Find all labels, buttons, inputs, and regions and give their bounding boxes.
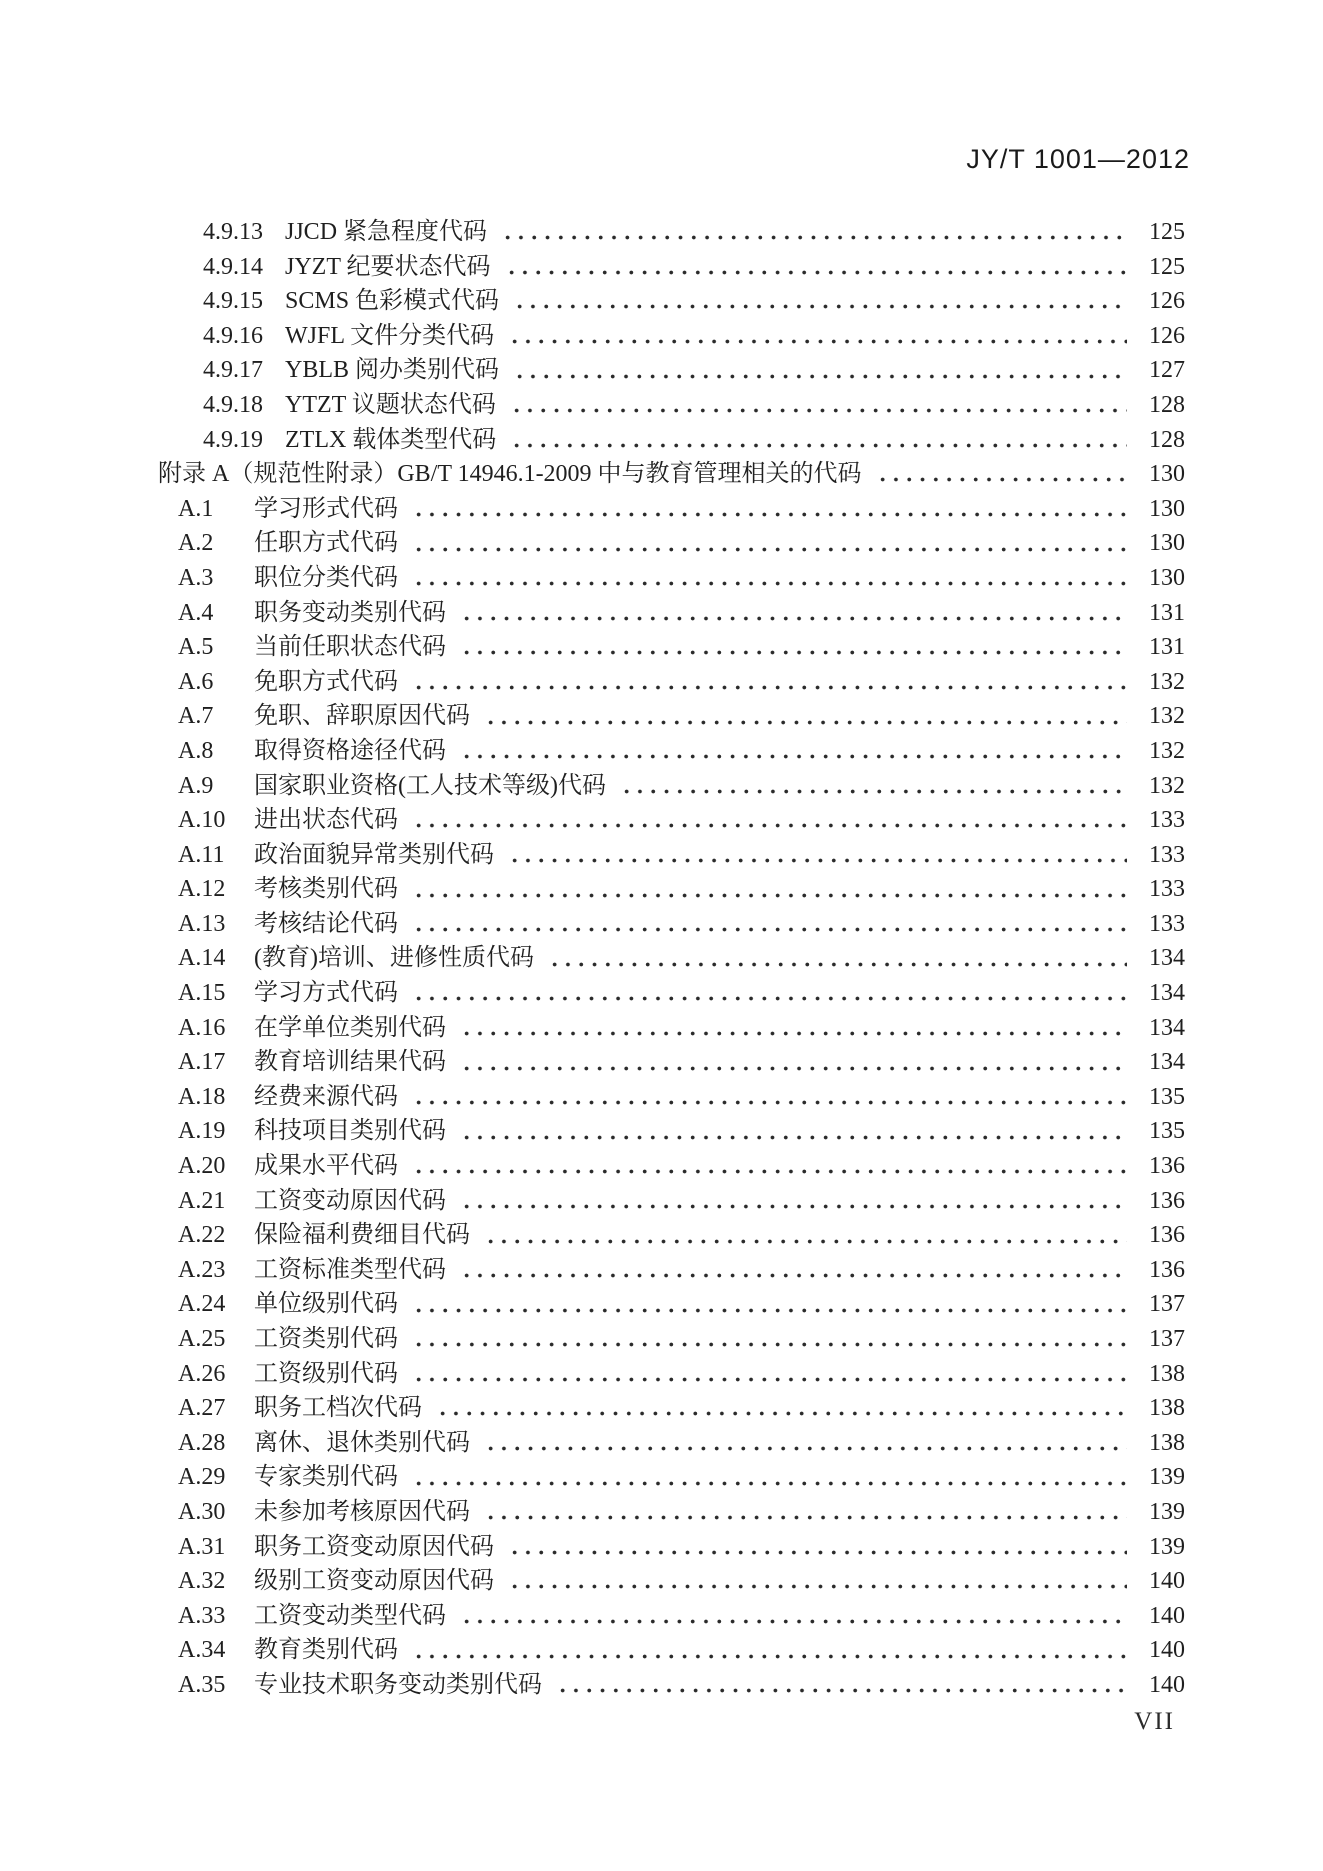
dotted-leader	[456, 734, 1127, 769]
toc-entry-title: 成果水平代码	[254, 1153, 398, 1180]
dotted-leader	[408, 1460, 1127, 1495]
dotted-leader	[456, 1011, 1127, 1046]
toc-entry-page: 125	[1149, 219, 1185, 245]
toc-entry-page: 135	[1149, 1118, 1185, 1145]
toc-entry	[0, 838, 1185, 873]
toc-entry-page: 139	[1149, 1498, 1185, 1525]
toc-entry	[0, 215, 1185, 250]
toc-entry	[0, 1253, 1185, 1288]
dotted-leader	[408, 1080, 1127, 1115]
toc-entry-page: 132	[1149, 668, 1185, 695]
toc-entry	[0, 941, 1185, 976]
toc-entry-page: 133	[1149, 910, 1185, 937]
dotted-leader	[408, 872, 1127, 907]
toc-entry	[0, 1011, 1185, 1046]
toc-entry-number: A.6	[178, 668, 214, 695]
toc-entry-title: 经费来源代码	[254, 1083, 398, 1110]
toc-entry-page: 139	[1149, 1464, 1185, 1491]
toc-entry-title: JYZT 纪要状态代码	[285, 253, 491, 280]
toc-entry-number: A.4	[178, 599, 214, 626]
toc-entry-page: 138	[1149, 1429, 1185, 1456]
toc-entry-number: 4.9.18	[203, 391, 263, 418]
toc-entry-page: 136	[1149, 1187, 1185, 1214]
toc-entry-number: A.7	[178, 703, 214, 730]
toc-entry-number: A.22	[178, 1222, 226, 1249]
toc-entry-number: A.13	[178, 910, 226, 937]
dotted-leader	[552, 1668, 1127, 1703]
toc-entry-page: 133	[1149, 876, 1185, 903]
toc-entry	[0, 1391, 1185, 1426]
toc-entry-number: 4.9.14	[203, 253, 263, 280]
toc-entry-title: 学习方式代码	[254, 980, 398, 1007]
toc-entry-page: 132	[1149, 772, 1185, 799]
dotted-leader	[509, 284, 1127, 319]
toc-entry-page: 131	[1149, 634, 1185, 661]
dotted-leader	[408, 803, 1127, 838]
toc-entry-page: 130	[1149, 564, 1185, 591]
dotted-leader	[872, 457, 1127, 492]
toc-entry-page: 140	[1149, 1637, 1185, 1664]
toc-entry-title: YTZT 议题状态代码	[285, 391, 496, 418]
toc-entry-page: 127	[1149, 357, 1185, 384]
toc-entry-page: 132	[1149, 703, 1185, 730]
toc-entry-title: 工资变动类型代码	[254, 1602, 446, 1629]
toc-entry	[0, 1530, 1185, 1565]
toc-entry-title: 职务变动类别代码	[254, 599, 446, 626]
dotted-leader	[480, 1218, 1127, 1253]
toc-entry-number: 4.9.15	[203, 288, 263, 315]
toc-entry-title: 职务工档次代码	[254, 1395, 422, 1422]
dotted-leader	[456, 1045, 1127, 1080]
toc-entry	[0, 1184, 1185, 1219]
toc-entry	[0, 596, 1185, 631]
dotted-leader	[408, 1322, 1127, 1357]
toc-entry-number: A.25	[178, 1326, 226, 1352]
toc-entry-title: 任职方式代码	[254, 530, 398, 557]
dotted-leader	[408, 907, 1127, 942]
standard-number-header: JY/T 1001—2012	[966, 144, 1190, 174]
toc-entry-page: 136	[1149, 1222, 1185, 1249]
dotted-leader	[456, 1184, 1127, 1219]
toc-entry-page: 136	[1149, 1256, 1185, 1283]
toc-entry-number: A.11	[178, 841, 225, 868]
dotted-leader	[504, 1530, 1127, 1565]
toc-entry-title: 教育培训结果代码	[254, 1049, 446, 1076]
toc-entry-page: 130	[1149, 530, 1185, 557]
dotted-leader	[456, 630, 1127, 665]
table-of-contents	[0, 215, 1185, 1703]
toc-entry	[0, 1357, 1185, 1392]
toc-entry-number: A.29	[178, 1464, 226, 1491]
dotted-leader	[408, 1149, 1127, 1184]
dotted-leader	[408, 1287, 1127, 1322]
toc-entry	[0, 388, 1185, 423]
toc-entry	[0, 284, 1185, 319]
toc-entry	[0, 1460, 1185, 1495]
toc-entry	[0, 526, 1185, 561]
toc-entry	[0, 1114, 1185, 1149]
toc-entry-number: A.21	[178, 1187, 226, 1214]
toc-entry-number: 4.9.19	[203, 426, 263, 453]
toc-entry	[0, 1564, 1185, 1599]
toc-entry-number: 4.9.13	[203, 219, 263, 245]
dotted-leader	[456, 1114, 1127, 1149]
toc-entry-number: A.10	[178, 807, 226, 834]
toc-entry-page: 132	[1149, 737, 1185, 764]
toc-entry-number: A.31	[178, 1533, 226, 1560]
toc-entry-number: A.9	[178, 772, 214, 799]
toc-entry-number: A.17	[178, 1049, 226, 1076]
toc-entry	[0, 630, 1185, 665]
toc-entry-number: A.12	[178, 876, 226, 903]
dotted-leader	[408, 561, 1127, 596]
toc-entry-page: 135	[1149, 1083, 1185, 1110]
dotted-leader	[408, 526, 1127, 561]
toc-entry-number: A.3	[178, 564, 214, 591]
toc-entry	[0, 803, 1185, 838]
toc-entry	[0, 250, 1185, 285]
toc-entry	[0, 319, 1185, 354]
dotted-leader	[616, 769, 1127, 804]
dotted-leader	[480, 1426, 1127, 1461]
toc-entry-title: 在学单位类别代码	[254, 1014, 446, 1041]
dotted-leader	[506, 388, 1127, 423]
toc-entry-number: A.28	[178, 1429, 226, 1456]
toc-entry-number: 4.9.16	[203, 322, 263, 349]
dotted-leader	[456, 1253, 1127, 1288]
toc-entry-page: 136	[1149, 1153, 1185, 1180]
toc-entry-title: 政治面貌异常类别代码	[254, 841, 494, 868]
dotted-leader	[480, 699, 1127, 734]
toc-entry-number: A.18	[178, 1083, 226, 1110]
toc-entry-number: A.30	[178, 1498, 226, 1525]
toc-entry-title: 级别工资变动原因代码	[254, 1568, 494, 1595]
toc-entry	[0, 734, 1185, 769]
toc-entry-number: A.24	[178, 1291, 226, 1318]
toc-entry-number: A.2	[178, 530, 214, 557]
toc-entry-page: 126	[1149, 322, 1185, 349]
toc-entry-title: 考核结论代码	[254, 910, 398, 937]
toc-entry-page: 137	[1149, 1291, 1185, 1318]
toc-entry-page: 125	[1149, 253, 1185, 280]
toc-entry	[0, 1599, 1185, 1634]
toc-entry-number: A.5	[178, 634, 214, 661]
toc-entry-title: 国家职业资格(工人技术等级)代码	[254, 772, 606, 799]
toc-entry-number: A.32	[178, 1568, 226, 1595]
dotted-leader	[509, 353, 1127, 388]
toc-entry-number: A.8	[178, 737, 214, 764]
toc-entry-page: 134	[1149, 980, 1185, 1007]
dotted-leader	[544, 941, 1127, 976]
dotted-leader	[456, 1599, 1127, 1634]
toc-entry-page: 140	[1149, 1671, 1185, 1698]
toc-entry-title: 免职方式代码	[254, 668, 398, 695]
toc-entry-number: A.15	[178, 980, 226, 1007]
toc-entry-title: 职务工资变动原因代码	[254, 1533, 494, 1560]
toc-entry-title: WJFL 文件分类代码	[285, 322, 495, 349]
toc-entry-title: 专家类别代码	[254, 1464, 398, 1491]
toc-entry-title: 未参加考核原因代码	[254, 1498, 470, 1525]
toc-entry-page: 126	[1149, 288, 1185, 315]
toc-entry	[0, 353, 1185, 388]
toc-entry-number: A.14	[178, 945, 226, 972]
toc-entry-title: 离休、退休类别代码	[254, 1429, 470, 1456]
toc-entry	[0, 1633, 1185, 1668]
toc-entry	[0, 1322, 1185, 1357]
dotted-leader	[456, 596, 1127, 631]
toc-entry	[0, 1080, 1185, 1115]
toc-entry-number: A.27	[178, 1395, 226, 1422]
toc-entry-title: 考核类别代码	[254, 876, 398, 903]
toc-entry-page: 140	[1149, 1568, 1185, 1595]
toc-entry-number: A.1	[178, 495, 214, 522]
toc-entry-number: A.35	[178, 1671, 226, 1698]
toc-entry-page: 134	[1149, 1049, 1185, 1076]
toc-entry-page: 131	[1149, 599, 1185, 626]
toc-entry-title: 进出状态代码	[254, 807, 398, 834]
toc-entry-title: 教育类别代码	[254, 1637, 398, 1664]
toc-entry-title: 科技项目类别代码	[254, 1118, 446, 1145]
toc-entry	[0, 1218, 1185, 1253]
toc-entry-page: 138	[1149, 1360, 1185, 1387]
toc-entry	[0, 1287, 1185, 1322]
toc-entry-page: 140	[1149, 1602, 1185, 1629]
toc-entry-page: 137	[1149, 1326, 1185, 1352]
toc-entry-title: 工资标准类型代码	[254, 1256, 446, 1283]
toc-entry-title: ZTLX 载体类型代码	[285, 426, 497, 453]
toc-entry	[0, 976, 1185, 1011]
toc-entry-number: A.23	[178, 1256, 226, 1283]
toc-entry-number: A.26	[178, 1360, 226, 1387]
toc-entry-title: 职位分类代码	[254, 564, 398, 591]
toc-entry-page: 138	[1149, 1395, 1185, 1422]
toc-entry-page: 128	[1149, 391, 1185, 418]
toc-entry	[0, 1045, 1185, 1080]
toc-entry-title: YBLB 阅办类别代码	[285, 357, 500, 384]
toc-entry-title: SCMS 色彩模式代码	[285, 288, 500, 315]
toc-entry	[0, 665, 1185, 700]
dotted-leader	[501, 250, 1127, 285]
toc-entry-page: 139	[1149, 1533, 1185, 1560]
toc-entry	[0, 492, 1185, 527]
toc-entry	[0, 1495, 1185, 1530]
dotted-leader	[480, 1495, 1127, 1530]
toc-entry-title: 免职、辞职原因代码	[254, 703, 470, 730]
toc-entry	[0, 1426, 1185, 1461]
dotted-leader	[408, 492, 1127, 527]
toc-entry	[0, 699, 1185, 734]
toc-entry-title: 附录 A（规范性附录）GB/T 14946.1-2009 中与教育管理相关的代码	[158, 461, 862, 488]
toc-entry-title: 学习形式代码	[254, 495, 398, 522]
toc-entry-page: 133	[1149, 807, 1185, 834]
toc-entry-page: 128	[1149, 426, 1185, 453]
toc-entry	[0, 561, 1185, 596]
toc-entry	[0, 769, 1185, 804]
toc-entry-number: A.33	[178, 1602, 226, 1629]
toc-entry-title: 取得资格途径代码	[254, 737, 446, 764]
toc-entry	[0, 1668, 1185, 1703]
toc-entry-title: 专业技术职务变动类别代码	[254, 1671, 542, 1698]
toc-entry-title: 工资级别代码	[254, 1360, 398, 1387]
toc-entry-title: 工资类别代码	[254, 1326, 398, 1352]
toc-entry-number: A.20	[178, 1153, 226, 1180]
dotted-leader	[408, 1633, 1127, 1668]
toc-entry	[0, 907, 1185, 942]
toc-entry-number: A.34	[178, 1637, 226, 1664]
toc-entry	[0, 423, 1185, 458]
toc-entry	[0, 1149, 1185, 1184]
toc-entry-page: 134	[1149, 945, 1185, 972]
dotted-leader	[408, 665, 1127, 700]
toc-entry-number: A.16	[178, 1014, 226, 1041]
toc-entry-title: 单位级别代码	[254, 1291, 398, 1318]
toc-entry-title: 工资变动原因代码	[254, 1187, 446, 1214]
toc-entry-title: JJCD 紧急程度代码	[285, 219, 488, 245]
toc-entry-title: 当前任职状态代码	[254, 634, 446, 661]
dotted-leader	[504, 1564, 1127, 1599]
dotted-leader	[497, 215, 1127, 250]
dotted-leader	[504, 838, 1127, 873]
toc-entry-number: 4.9.17	[203, 357, 263, 384]
toc-entry	[0, 872, 1185, 907]
toc-entry-title: 保险福利费细目代码	[254, 1222, 470, 1249]
page-number-footer: VII	[1134, 1708, 1175, 1735]
toc-entry-title: (教育)培训、进修性质代码	[254, 945, 534, 972]
toc-entry-page: 134	[1149, 1014, 1185, 1041]
dotted-leader	[408, 976, 1127, 1011]
toc-entry-page: 130	[1149, 461, 1185, 488]
dotted-leader	[504, 319, 1127, 354]
toc-entry-page: 133	[1149, 841, 1185, 868]
dotted-leader	[506, 423, 1127, 458]
dotted-leader	[408, 1357, 1127, 1392]
toc-entry-page: 130	[1149, 495, 1185, 522]
toc-entry	[0, 457, 1185, 492]
toc-entry-number: A.19	[178, 1118, 226, 1145]
dotted-leader	[432, 1391, 1127, 1426]
